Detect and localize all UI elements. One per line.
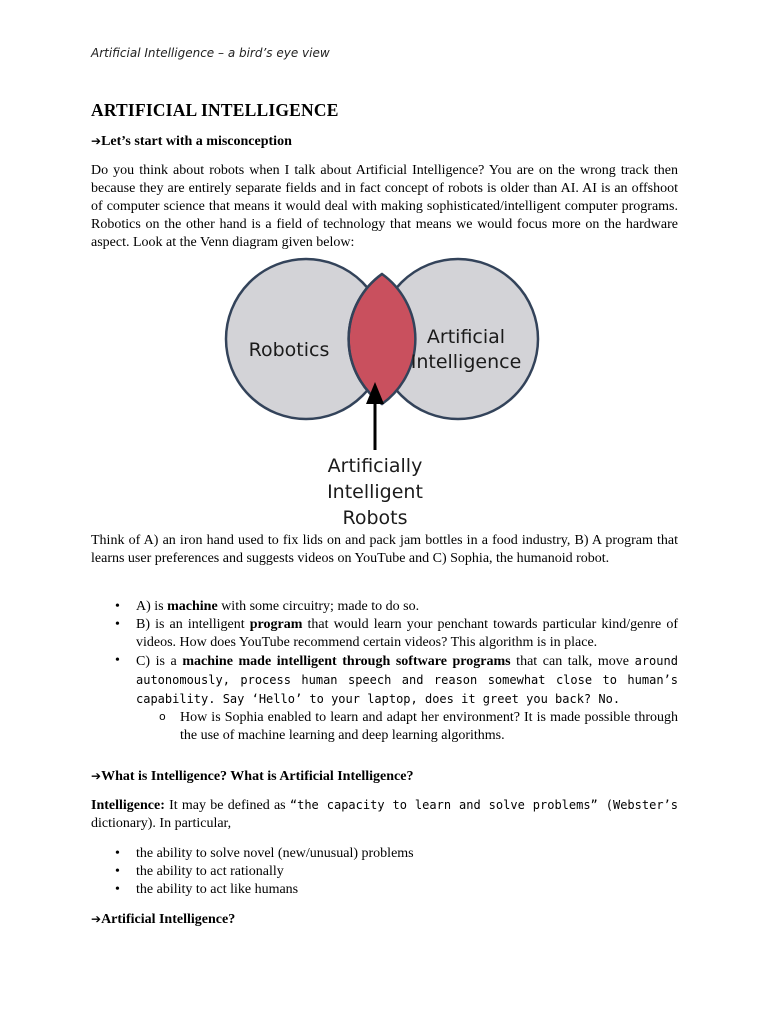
list-item: • the ability to act like humans [91, 881, 678, 899]
venn-label-robotics: Robotics [248, 339, 330, 361]
list-item: • the ability to act rationally [91, 863, 678, 881]
arrow-icon: ➔ [91, 912, 102, 926]
list-item: • the ability to solve novel (new/unusual) problems [91, 845, 678, 863]
venn-label-ai-line2: Intelligence [410, 351, 522, 373]
list-item-text: that can talk, move [510, 654, 635, 669]
section-heading-text: Let’s start with a misconception [101, 134, 292, 149]
list-item-text: that would learn your penchant towards particular kind/genre of videos. How does YouTube recommend certain videos? This algorithm is in place. [136, 617, 678, 650]
intro-paragraph: Do you think about robots when I talk about Artificial Intelligence? You are on the wrong track then because they are entirely separate fields and in fact concept of robots is older than AI. AI is an offshoot of computer science that means it would deal with making sophisticated/intelligent computer programs. Robotics on the other hand is a field of technology that means we would focus more on the hardware aspect. Look at the Venn diagram given below: [91, 163, 678, 250]
list-item [91, 616, 678, 652]
arrow-icon: ➔ [91, 769, 102, 783]
list-item-bold: machine [167, 599, 218, 614]
intelligence-definition [91, 796, 678, 833]
section-heading-intelligence [91, 769, 413, 785]
venn-label-ai-line1: Artificial [426, 326, 506, 348]
section-heading-text: Artificial Intelligence? [101, 912, 236, 927]
list-item [91, 652, 678, 745]
list-item-bold: machine made intelligent through software programs [182, 654, 511, 669]
sub-list [136, 709, 678, 745]
list-item-text: B) is an intelligent [136, 617, 250, 632]
intelligence-list [91, 845, 678, 899]
venn-label-bottom-line3: Robots [342, 507, 408, 529]
definition-text: It may be defined as [164, 798, 290, 813]
venn-diagram [223, 252, 543, 532]
list-item-text: with some circuitry; made to do so. [217, 599, 420, 614]
venn-label-bottom-line2: Intelligent [327, 481, 423, 503]
definition-text: dictionary). In particular, [91, 816, 232, 831]
definition-term: Intelligence: [91, 798, 165, 813]
section-heading-text: What is Intelligence? What is Artificial Intelligence? [101, 769, 414, 784]
list-item-mono-text: around autonomously, process human speech and reason somewhat close to human’s capability. Say ‘Hello’ to your laptop, does it greet you back? No. [136, 654, 678, 706]
sub-list-item: o How is Sophia enabled to learn and adapt her environment? It is made possible through the use of machine learning and deep learning algorithms. [136, 709, 678, 745]
list-item-text: A) is [136, 599, 168, 614]
examples-list [91, 598, 678, 745]
running-header: Artificial Intelligence – a bird’s eye view [91, 46, 330, 60]
venn-label-bottom-line1: Artificially [327, 455, 423, 477]
page-title: ARTIFICIAL INTELLIGENCE [91, 100, 339, 120]
list-item-bold: program [249, 617, 303, 632]
section-heading-misconception [91, 134, 292, 150]
examples-paragraph: Think of A) an iron hand used to fix lids on and pack jam bottles in a food industry, B) A program that learns user preferences and suggests videos on YouTube and C) Sophia, the humanoid robot. [91, 533, 678, 566]
list-item-text: C) is a [136, 654, 183, 669]
definition-quote: “the capacity to learn and solve problems” (Webster’s [289, 798, 679, 812]
arrow-icon: ➔ [91, 134, 102, 148]
list-item [91, 598, 678, 616]
section-heading-ai [91, 912, 235, 928]
